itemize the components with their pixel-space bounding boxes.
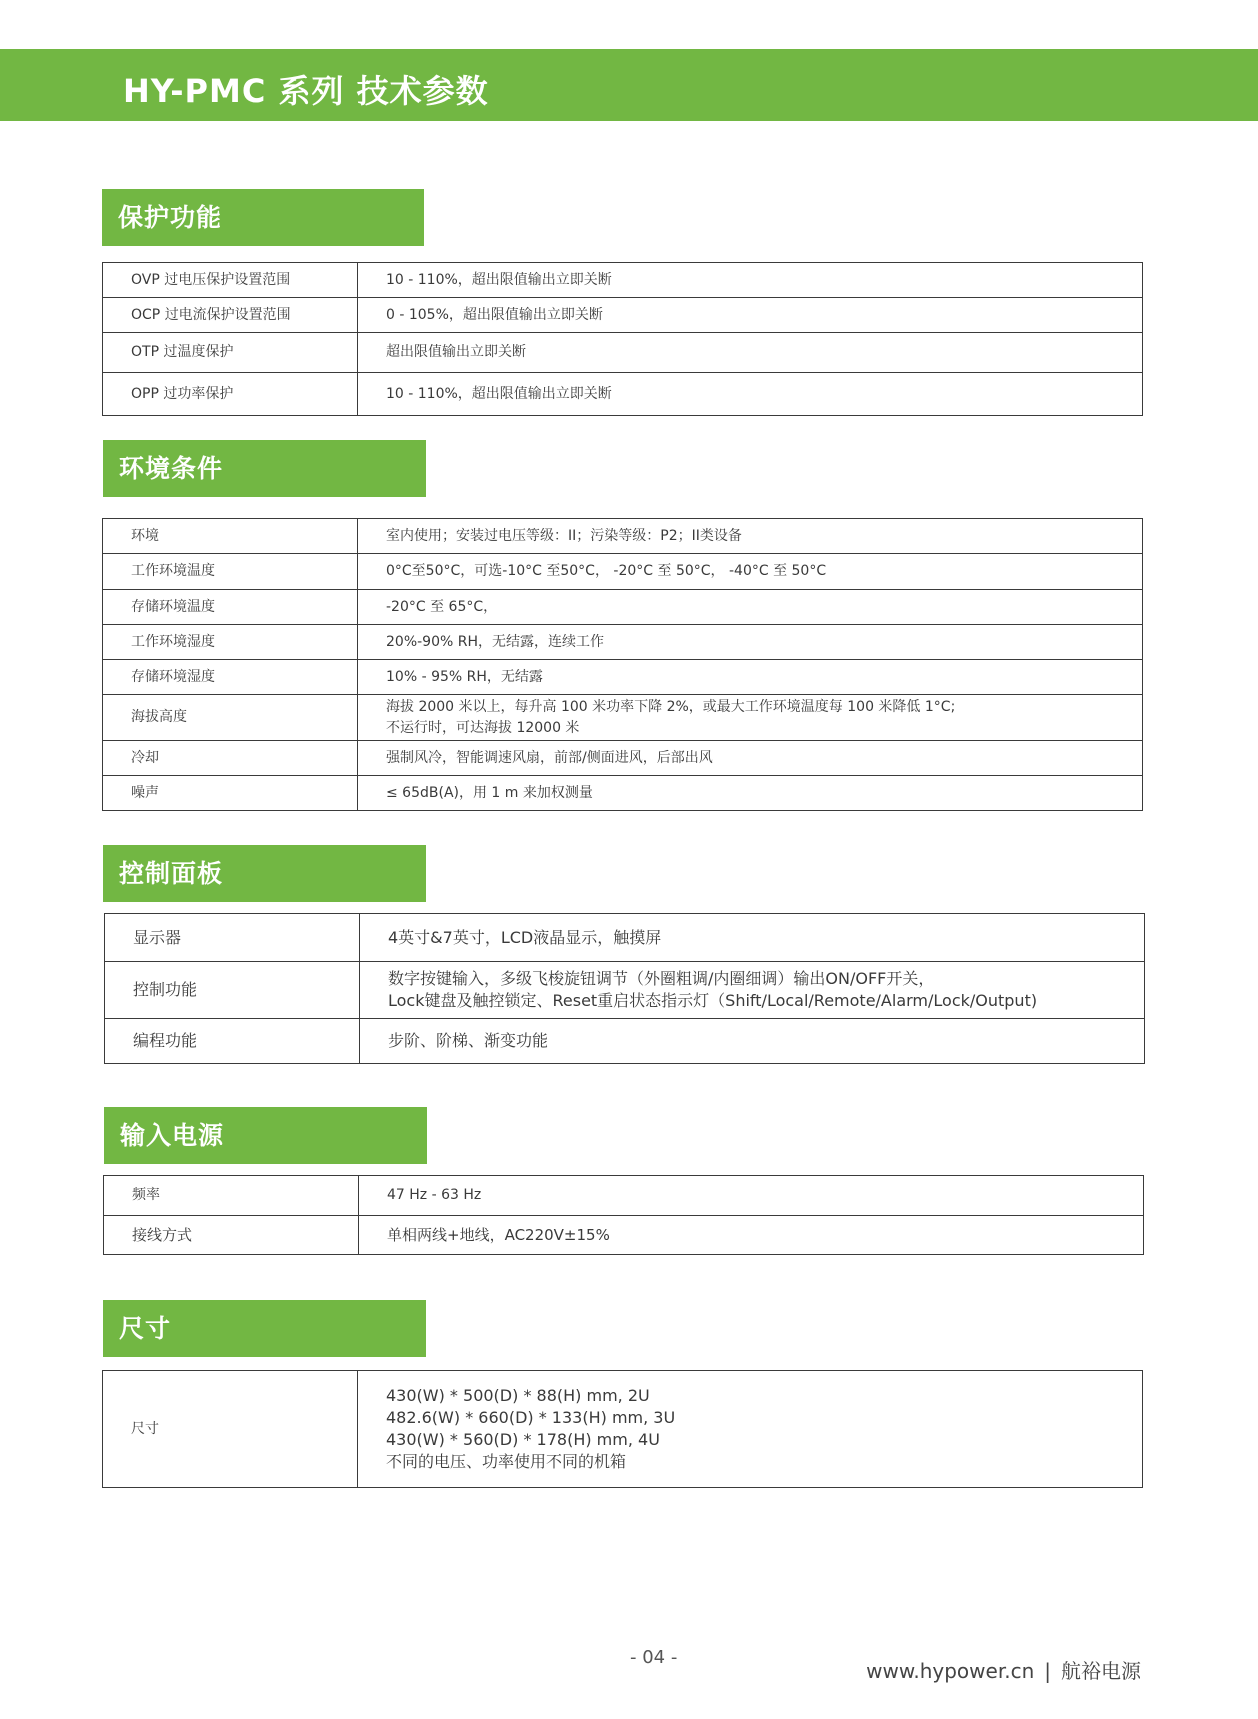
row-value-multiline bbox=[358, 695, 1143, 741]
row-value-line: 不运行时，可达海拔 12000 米 bbox=[386, 719, 580, 736]
row-key: 工作环境湿度 bbox=[103, 625, 358, 660]
table-row bbox=[104, 1176, 1144, 1216]
row-value-line: 430(W) * 500(D) * 88(H) mm, 2U bbox=[386, 1386, 650, 1405]
table-row bbox=[103, 695, 1143, 741]
row-key: 存储环境温度 bbox=[103, 590, 358, 625]
section-heading-protection: 保护功能 bbox=[102, 189, 424, 246]
row-value-line: 数字按键输入，多级飞梭旋钮调节（外圈粗调/内圈细调）输出ON/OFF开关， bbox=[388, 969, 935, 988]
row-key: 接线方式 bbox=[104, 1216, 359, 1255]
section-heading-dimensions: 尺寸 bbox=[103, 1300, 426, 1357]
row-value: 室内使用；安装过电压等级：II；污染等级：P2；II类设备 bbox=[358, 519, 1143, 554]
page-title: HY-PMC 系列 技术参数 bbox=[123, 72, 489, 110]
dimensions-table bbox=[102, 1370, 1143, 1488]
row-value: 强制风冷，智能调速风扇，前部/侧面进风，后部出风 bbox=[358, 741, 1143, 776]
table-row bbox=[103, 373, 1143, 416]
row-value-multiline bbox=[360, 962, 1145, 1019]
row-value-line: 430(W) * 560(D) * 178(H) mm, 4U bbox=[386, 1430, 660, 1449]
website-link[interactable]: www.hypower.cn bbox=[866, 1659, 1035, 1683]
table-row bbox=[105, 1019, 1145, 1064]
row-key: OPP 过功率保护 bbox=[103, 373, 358, 416]
section-heading-control: 控制面板 bbox=[103, 845, 426, 902]
row-value: 超出限值输出立即关断 bbox=[358, 333, 1143, 373]
table-row bbox=[105, 914, 1145, 962]
table-row bbox=[103, 1371, 1143, 1488]
table-row bbox=[103, 333, 1143, 373]
row-value: 4英寸&7英寸，LCD液晶显示，触摸屏 bbox=[360, 914, 1145, 962]
table-row bbox=[104, 1216, 1144, 1255]
row-value: 20%-90% RH，无结露，连续工作 bbox=[358, 625, 1143, 660]
row-value-line: 不同的电压、功率使用不同的机箱 bbox=[386, 1452, 627, 1471]
footer-brand bbox=[866, 1655, 1141, 1684]
row-key: 频率 bbox=[104, 1176, 359, 1216]
row-value-line: Lock键盘及触控锁定、Reset重启状态指示灯（Shift/Local/Remote/Alarm/Lock/Output) bbox=[388, 991, 1038, 1010]
table-row bbox=[103, 776, 1143, 811]
section-heading-environment: 环境条件 bbox=[103, 440, 426, 497]
brand-name: 航裕电源 bbox=[1061, 1659, 1141, 1683]
input-table bbox=[103, 1175, 1144, 1255]
row-key: 工作环境温度 bbox=[103, 554, 358, 590]
footer-separator: | bbox=[1044, 1659, 1051, 1683]
row-key: 尺寸 bbox=[103, 1371, 358, 1488]
row-value: 单相两线+地线，AC220V±15% bbox=[359, 1216, 1144, 1255]
page-number: - 04 - bbox=[630, 1647, 678, 1668]
table-row bbox=[103, 660, 1143, 695]
row-key: 编程功能 bbox=[105, 1019, 360, 1064]
table-row bbox=[103, 590, 1143, 625]
table-row bbox=[105, 962, 1145, 1019]
section-heading-input: 输入电源 bbox=[104, 1107, 427, 1164]
row-value: 47 Hz - 63 Hz bbox=[359, 1176, 1144, 1216]
table-row bbox=[103, 298, 1143, 333]
row-value: 0°C至50°C，可选-10°C 至50°C， -20°C 至 50°C， -40°C 至 50°C bbox=[358, 554, 1143, 590]
row-value-line: 482.6(W) * 660(D) * 133(H) mm, 3U bbox=[386, 1408, 676, 1427]
row-key: 噪声 bbox=[103, 776, 358, 811]
table-row bbox=[103, 625, 1143, 660]
row-key: 环境 bbox=[103, 519, 358, 554]
row-value: 0 - 105%，超出限值输出立即关断 bbox=[358, 298, 1143, 333]
row-value: 10 - 110%，超出限值输出立即关断 bbox=[358, 263, 1143, 298]
row-key: 冷却 bbox=[103, 741, 358, 776]
row-value: 10 - 110%，超出限值输出立即关断 bbox=[358, 373, 1143, 416]
row-value-multiline bbox=[358, 1371, 1143, 1488]
table-row bbox=[103, 263, 1143, 298]
row-key: OTP 过温度保护 bbox=[103, 333, 358, 373]
table-row bbox=[103, 519, 1143, 554]
environment-table bbox=[102, 518, 1143, 811]
protection-table bbox=[102, 262, 1143, 416]
row-key: 显示器 bbox=[105, 914, 360, 962]
row-key: 存储环境湿度 bbox=[103, 660, 358, 695]
row-value-line: 海拔 2000 米以上，每升高 100 米功率下降 2%，或最大工作环境温度每 100 米降低 1°C; bbox=[386, 698, 956, 715]
row-key: 海拔高度 bbox=[103, 695, 358, 741]
table-row bbox=[103, 554, 1143, 590]
table-row bbox=[103, 741, 1143, 776]
row-value: 10% - 95% RH，无结露 bbox=[358, 660, 1143, 695]
control-table bbox=[104, 913, 1145, 1064]
row-value: ≤ 65dB(A)，用 1 m 来加权测量 bbox=[358, 776, 1143, 811]
row-key: 控制功能 bbox=[105, 962, 360, 1019]
row-key: OCP 过电流保护设置范围 bbox=[103, 298, 358, 333]
row-value: 步阶、阶梯、渐变功能 bbox=[360, 1019, 1145, 1064]
row-value: -20°C 至 65°C， bbox=[358, 590, 1143, 625]
row-key: OVP 过电压保护设置范围 bbox=[103, 263, 358, 298]
